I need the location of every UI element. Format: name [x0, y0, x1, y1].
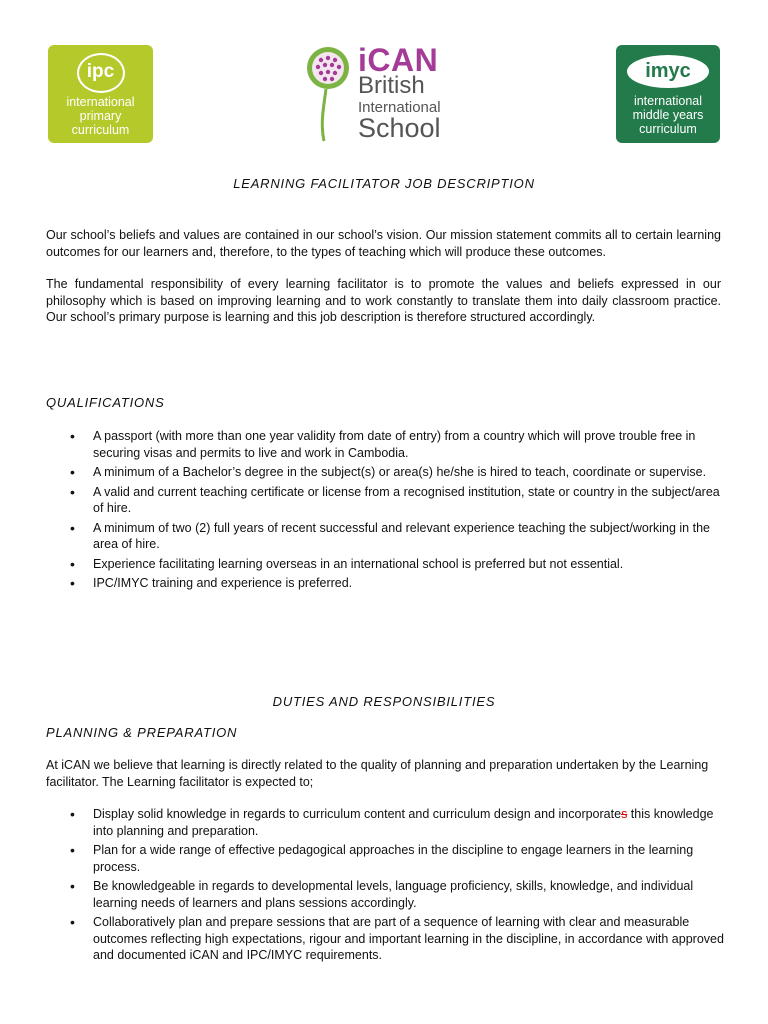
ican-logo-line1: British [358, 72, 425, 99]
list-item: • A minimum of two (2) full years of recent successful and relevant experience teaching the subject/working in the area of hire. [46, 520, 724, 553]
planning-intro: At iCAN we believe that learning is directly related to the quality of planning and preparation undertaken by the Learning facilitator. The Learning facilitator is expected to; [46, 758, 709, 789]
list-item [46, 806, 724, 839]
list-item: • IPC/IMYC training and experience is preferred. [46, 575, 724, 592]
planning-list [46, 806, 724, 967]
list-item: • Experience facilitating learning overseas in an international school is preferred but not essential. [46, 556, 724, 573]
ipc-logo-line2: primary [79, 109, 122, 123]
imyc-logo-line3: curriculum [639, 122, 697, 136]
duties-heading: DUTIES AND RESPONSIBILITIES [272, 694, 496, 709]
imyc-logo-line2: middle years [632, 108, 704, 122]
qualifications-list [46, 428, 724, 595]
list-item: • Be knowledgeable in regards to developmental levels, language proficiency, skills, knowledge, and individual learning needs of learners and plans sessions accordingly. [46, 878, 724, 911]
intro-paragraph-1: Our school’s beliefs and values are contained in our school’s vision. Our mission statement commits all to certain learning outcomes for our learners and, therefore, to the types of teaching which will produce these outcomes. [46, 228, 721, 259]
intro-paragraph-2: The fundamental responsibility of every learning facilitator is to promote the values and beliefs expressed in our philosophy which is based on improving learning and to work constantly to translate them into daily classroom practice. Our school’s primary purpose is learning and this job description is therefore structured accordingly. [46, 277, 721, 324]
item-text-before: Display solid knowledge in regards to curriculum content and curriculum design and incorporate [93, 807, 622, 821]
ipc-logo [48, 45, 153, 143]
struck-text: s [621, 807, 628, 821]
ican-logo [306, 43, 466, 143]
ipc-logo-line1: international [66, 95, 135, 109]
imyc-logo-line1: international [633, 94, 703, 108]
imyc-logo [616, 45, 720, 143]
list-item: • A passport (with more than one year validity from date of entry) from a country which will prove trouble free in securing visas and permits to live and work in Cambodia. [46, 428, 724, 461]
ipc-logo-abbr: ipc [77, 53, 125, 93]
list-item: • A minimum of a Bachelor’s degree in the subject(s) or area(s) he/she is hired to teach, coordinate or supervise. [46, 464, 724, 481]
document-title: LEARNING FACILITATOR JOB DESCRIPTION [233, 176, 535, 191]
planning-heading: PLANNING & PREPARATION [46, 725, 238, 740]
ipc-logo-line3: curriculum [71, 123, 130, 137]
list-item: • Collaboratively plan and prepare sessions that are part of a sequence of learning with clear and measurable outcomes reflecting high expectations, rigour and important learning in the discipline, in accordance with approved and documented iCAN and IPC/IMYC requirements. [46, 914, 724, 964]
item-text-after: this knowledge into planning and preparation. [93, 807, 714, 838]
ican-logo-line2: International [358, 99, 441, 116]
ican-logo-line3: School [358, 113, 441, 143]
list-item: • Plan for a wide range of effective pedagogical approaches in the discipline to engage learners in the learning process. [46, 842, 724, 875]
imyc-logo-abbr: imyc [627, 55, 709, 88]
ican-logo-name: iCAN [358, 42, 439, 78]
list-item: • A valid and current teaching certificate or license from a recognised institution, state or country in the subject/area of hire. [46, 484, 724, 517]
qualifications-heading: QUALIFICATIONS [46, 395, 165, 410]
lotus-flower-icon [306, 45, 356, 143]
